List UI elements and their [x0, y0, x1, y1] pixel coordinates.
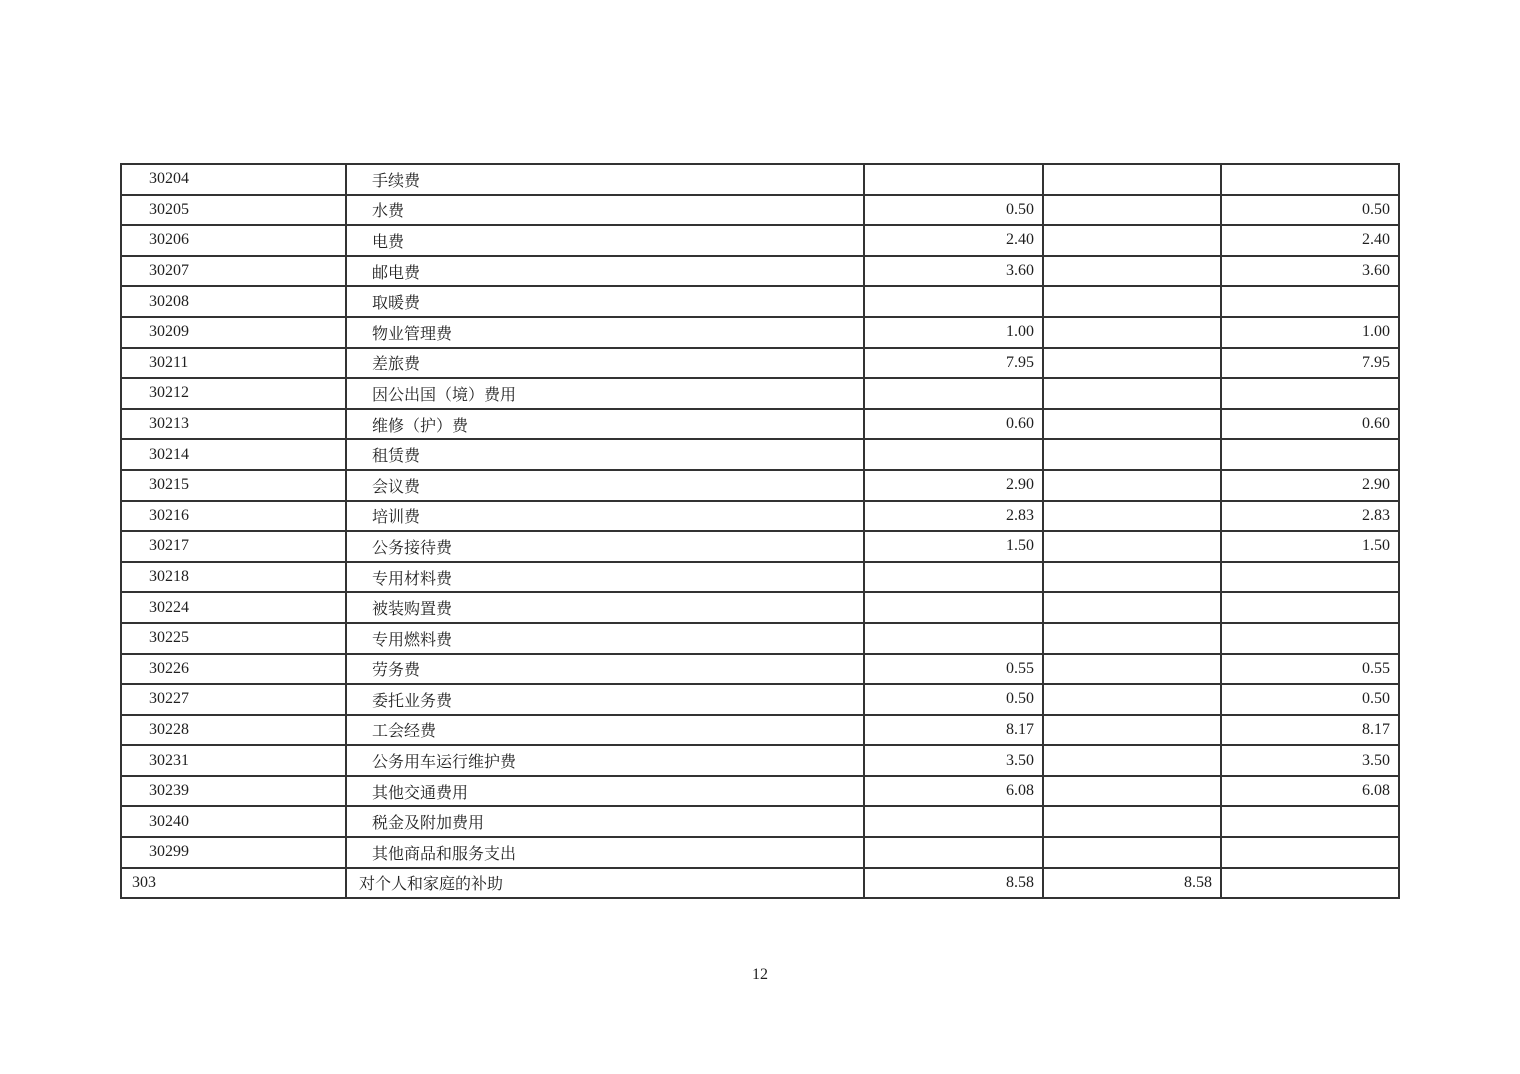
row-value-2: [1043, 317, 1221, 348]
row-name: 其他商品和服务支出: [346, 837, 864, 868]
row-name: 因公出国（境）费用: [346, 378, 864, 409]
table-row: [121, 470, 1399, 501]
row-code: 30215: [121, 470, 346, 501]
row-value-2: [1043, 225, 1221, 256]
row-value-1: 1.00: [864, 317, 1043, 348]
row-value-2: [1043, 378, 1221, 409]
table-row: [121, 868, 1399, 899]
row-code: 30228: [121, 715, 346, 746]
table-row: [121, 745, 1399, 776]
row-value-3: [1221, 378, 1399, 409]
row-name: 专用燃料费: [346, 623, 864, 654]
row-name: 水费: [346, 195, 864, 226]
row-name: 邮电费: [346, 256, 864, 287]
row-value-3: [1221, 806, 1399, 837]
row-value-1: 8.17: [864, 715, 1043, 746]
row-code: 30208: [121, 286, 346, 317]
row-value-1: 3.60: [864, 256, 1043, 287]
row-code: 30205: [121, 195, 346, 226]
row-value-2: [1043, 531, 1221, 562]
row-value-3: 8.17: [1221, 715, 1399, 746]
row-code: 30231: [121, 745, 346, 776]
row-name: 其他交通费用: [346, 776, 864, 807]
row-value-3: 2.40: [1221, 225, 1399, 256]
row-value-3: 1.50: [1221, 531, 1399, 562]
budget-table-body: [121, 164, 1399, 898]
row-name: 电费: [346, 225, 864, 256]
row-code: 30209: [121, 317, 346, 348]
row-value-3: 6.08: [1221, 776, 1399, 807]
row-name: 劳务费: [346, 654, 864, 685]
row-value-3: [1221, 837, 1399, 868]
row-code: 30240: [121, 806, 346, 837]
row-value-3: [1221, 439, 1399, 470]
row-code: 30216: [121, 501, 346, 532]
row-value-3: [1221, 286, 1399, 317]
row-value-2: [1043, 195, 1221, 226]
table-row: [121, 378, 1399, 409]
table-row: [121, 348, 1399, 379]
row-name: 手续费: [346, 164, 864, 195]
row-value-3: [1221, 562, 1399, 593]
row-value-2: [1043, 745, 1221, 776]
row-value-2: [1043, 776, 1221, 807]
row-code: 30218: [121, 562, 346, 593]
row-value-1: [864, 286, 1043, 317]
row-value-3: 7.95: [1221, 348, 1399, 379]
row-name: 培训费: [346, 501, 864, 532]
row-name: 工会经费: [346, 715, 864, 746]
row-code: 30213: [121, 409, 346, 440]
table-row: [121, 715, 1399, 746]
row-value-3: 1.00: [1221, 317, 1399, 348]
row-value-3: [1221, 623, 1399, 654]
row-name: 物业管理费: [346, 317, 864, 348]
row-value-1: 0.50: [864, 195, 1043, 226]
row-value-2: [1043, 256, 1221, 287]
row-value-1: 1.50: [864, 531, 1043, 562]
row-value-1: [864, 623, 1043, 654]
row-value-3: 0.55: [1221, 654, 1399, 685]
row-value-1: [864, 378, 1043, 409]
row-value-2: [1043, 623, 1221, 654]
row-value-2: [1043, 592, 1221, 623]
row-value-2: [1043, 164, 1221, 195]
table-row: [121, 531, 1399, 562]
row-value-1: 7.95: [864, 348, 1043, 379]
row-code: 30204: [121, 164, 346, 195]
row-name: 取暖费: [346, 286, 864, 317]
row-value-2: [1043, 837, 1221, 868]
table-row: [121, 806, 1399, 837]
row-value-3: 0.60: [1221, 409, 1399, 440]
table-row: [121, 409, 1399, 440]
row-value-1: 2.40: [864, 225, 1043, 256]
row-code: 30299: [121, 837, 346, 868]
row-value-2: 8.58: [1043, 868, 1221, 899]
row-value-2: [1043, 562, 1221, 593]
row-value-3: 0.50: [1221, 684, 1399, 715]
row-name: 公务接待费: [346, 531, 864, 562]
row-value-3: 3.60: [1221, 256, 1399, 287]
table-row: [121, 164, 1399, 195]
row-value-3: [1221, 868, 1399, 899]
row-name: 被装购置费: [346, 592, 864, 623]
row-code: 30239: [121, 776, 346, 807]
table-row: [121, 501, 1399, 532]
row-value-3: [1221, 164, 1399, 195]
table-row: [121, 837, 1399, 868]
row-value-1: 0.50: [864, 684, 1043, 715]
table-row: [121, 684, 1399, 715]
row-value-1: [864, 164, 1043, 195]
table-row: [121, 439, 1399, 470]
row-value-2: [1043, 470, 1221, 501]
row-value-2: [1043, 348, 1221, 379]
row-value-3: 3.50: [1221, 745, 1399, 776]
row-value-1: 0.55: [864, 654, 1043, 685]
table-row: [121, 256, 1399, 287]
table-row: [121, 195, 1399, 226]
row-value-2: [1043, 501, 1221, 532]
row-code: 30211: [121, 348, 346, 379]
table-row: [121, 623, 1399, 654]
row-code: 30207: [121, 256, 346, 287]
row-code: 30217: [121, 531, 346, 562]
row-code: 30212: [121, 378, 346, 409]
table-row: [121, 317, 1399, 348]
row-name: 租赁费: [346, 439, 864, 470]
row-name: 维修（护）费: [346, 409, 864, 440]
row-value-2: [1043, 439, 1221, 470]
row-value-1: 8.58: [864, 868, 1043, 899]
row-value-1: [864, 562, 1043, 593]
row-value-1: 0.60: [864, 409, 1043, 440]
row-code: 30214: [121, 439, 346, 470]
table-row: [121, 225, 1399, 256]
row-code: 30206: [121, 225, 346, 256]
row-value-2: [1043, 409, 1221, 440]
row-value-2: [1043, 806, 1221, 837]
row-code: 30225: [121, 623, 346, 654]
row-value-3: 2.90: [1221, 470, 1399, 501]
table-row: [121, 776, 1399, 807]
row-value-2: [1043, 286, 1221, 317]
row-value-2: [1043, 684, 1221, 715]
row-name: 会议费: [346, 470, 864, 501]
row-value-3: 0.50: [1221, 195, 1399, 226]
table-row: [121, 654, 1399, 685]
row-code: 30224: [121, 592, 346, 623]
row-value-1: 2.90: [864, 470, 1043, 501]
row-value-1: 3.50: [864, 745, 1043, 776]
row-name: 专用材料费: [346, 562, 864, 593]
row-value-1: [864, 439, 1043, 470]
row-name: 税金及附加费用: [346, 806, 864, 837]
row-code: 303: [121, 868, 346, 899]
budget-table: [120, 163, 1400, 899]
page-number: 12: [752, 966, 768, 983]
row-value-2: [1043, 715, 1221, 746]
table-row: [121, 562, 1399, 593]
row-name: 公务用车运行维护费: [346, 745, 864, 776]
row-name: 差旅费: [346, 348, 864, 379]
row-code: 30226: [121, 654, 346, 685]
row-code: 30227: [121, 684, 346, 715]
row-value-1: [864, 806, 1043, 837]
row-name: 委托业务费: [346, 684, 864, 715]
row-value-2: [1043, 654, 1221, 685]
row-value-3: [1221, 592, 1399, 623]
row-value-1: [864, 592, 1043, 623]
row-value-3: 2.83: [1221, 501, 1399, 532]
row-value-1: 6.08: [864, 776, 1043, 807]
row-name: 对个人和家庭的补助: [346, 868, 864, 899]
table-row: [121, 592, 1399, 623]
table-row: [121, 286, 1399, 317]
row-value-1: [864, 837, 1043, 868]
row-value-1: 2.83: [864, 501, 1043, 532]
